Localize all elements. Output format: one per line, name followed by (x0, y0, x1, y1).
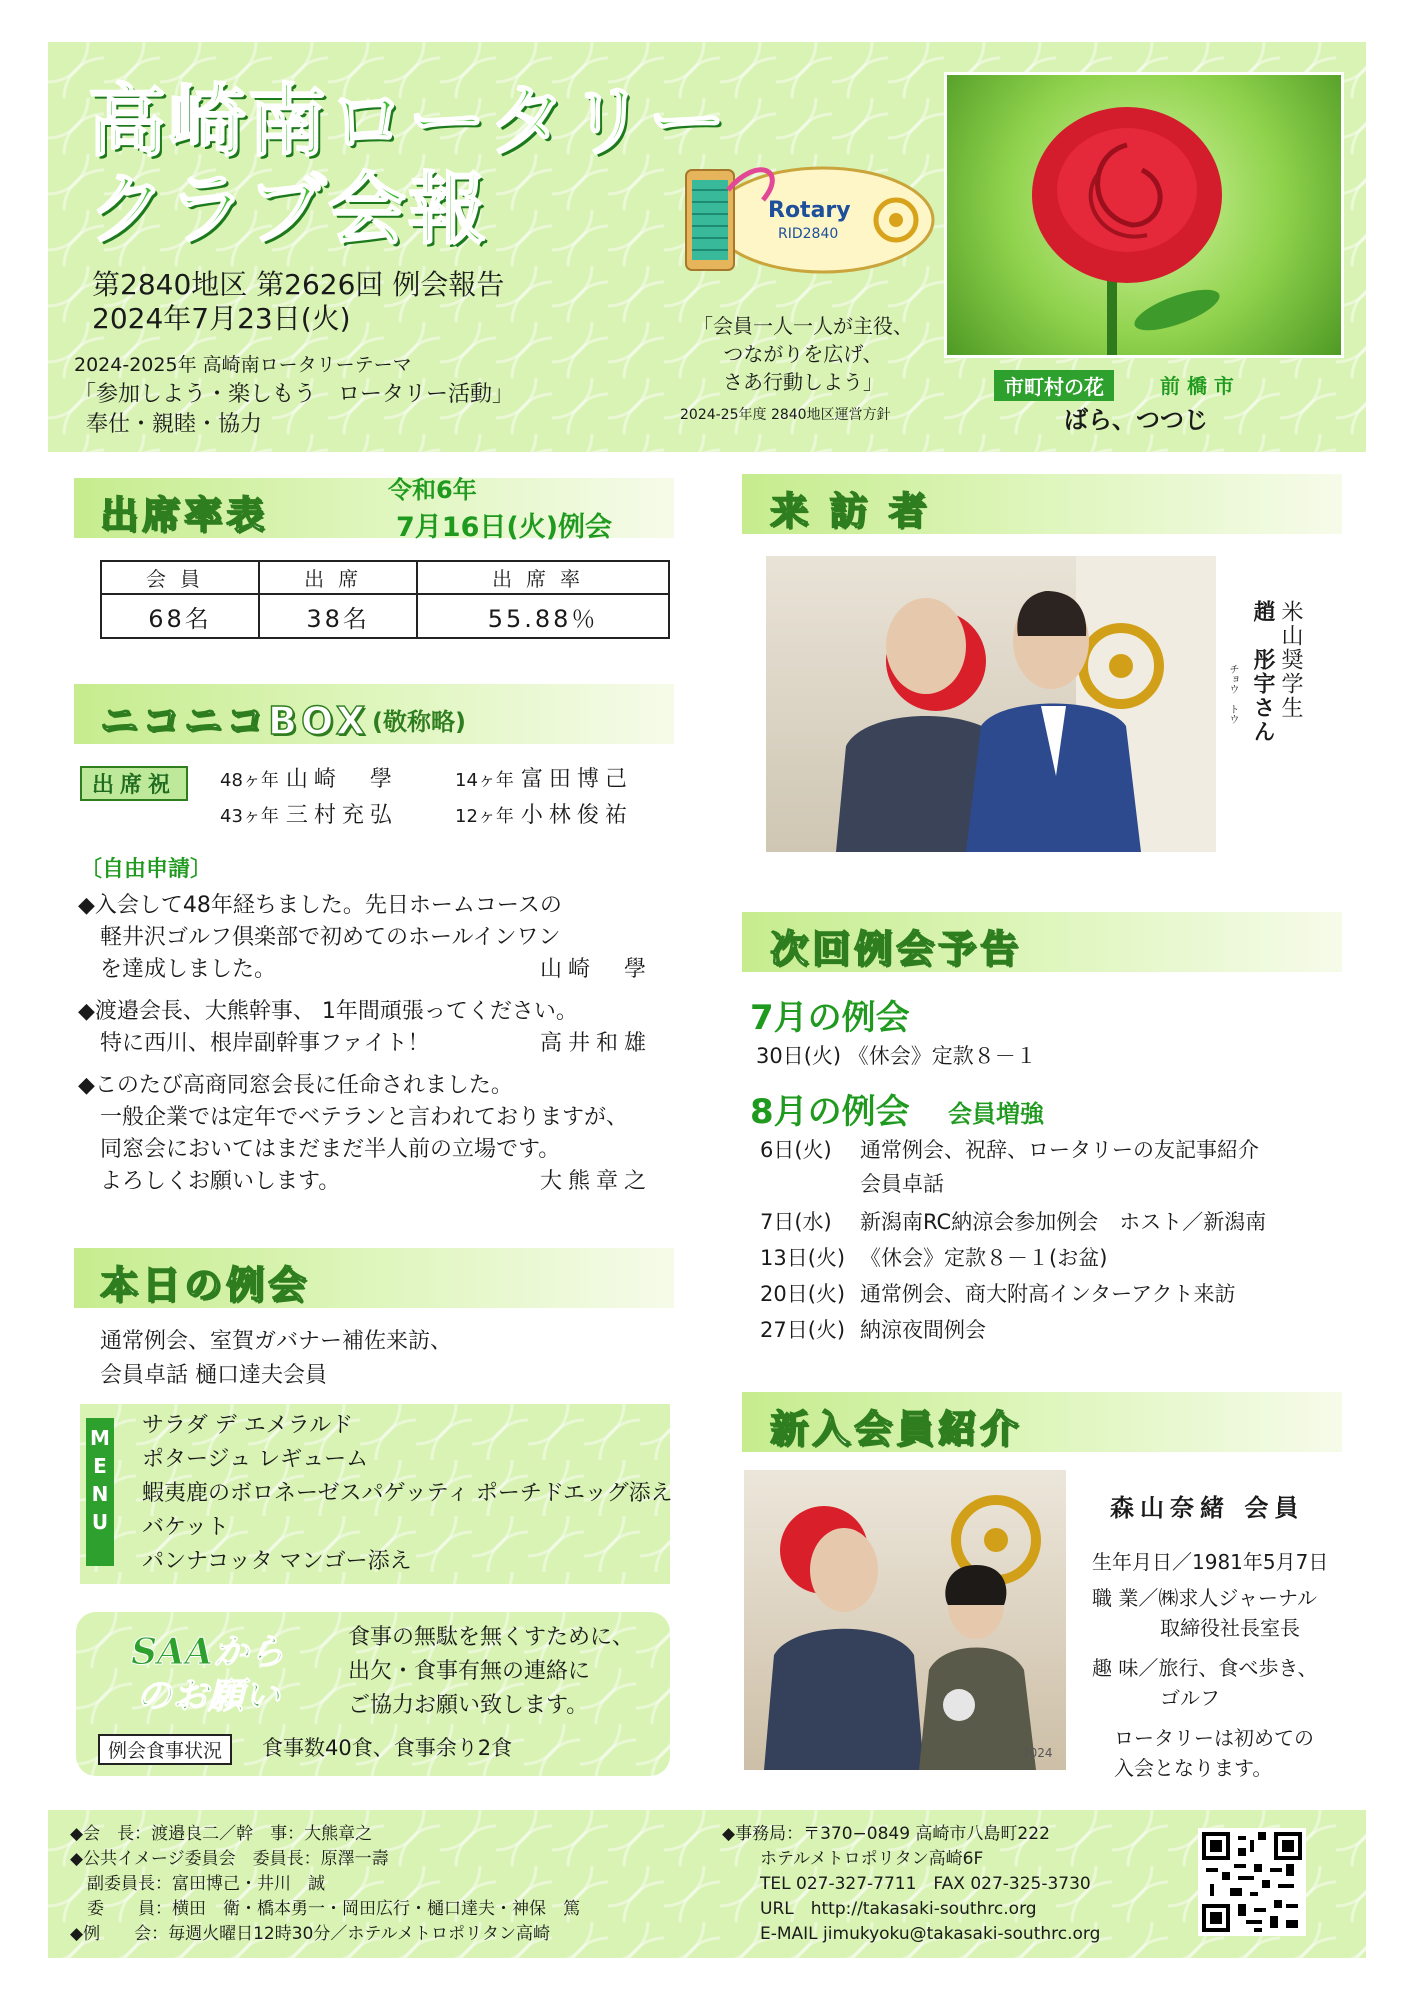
aug-title: 8月の例会 (750, 1092, 910, 1132)
footer-vice-chair: 副委員長：富田博己・井川 誠 (70, 1874, 325, 1894)
aug-note: 会員増強 (948, 1100, 1044, 1128)
theme-year: 2024-2025年 高崎南ロータリーテーマ (74, 354, 412, 376)
free-line: 一般企業では定年でベテランと言われておりますが、 (100, 1105, 629, 1130)
visitor-caption (1248, 600, 1304, 744)
footer-left (70, 1822, 580, 1947)
slogan-line2: つながりを広げ、 (723, 342, 883, 366)
flower-city: 前 橋 市 (1160, 374, 1234, 398)
flower-names: ばら、つつじ (1064, 406, 1208, 434)
saa-title-line2: のお願い (135, 1675, 280, 1717)
footer-committee: ◆公共イメージ委員会 委員長：原澤一壽 (70, 1849, 389, 1869)
attendance-value-row (101, 594, 669, 638)
entry-years: 12ヶ年 (455, 806, 514, 827)
rotary-logo-text: Rotary (768, 198, 851, 223)
meeting-date: 20日(火) (760, 1282, 846, 1306)
entry-name: 小林俊祐 (520, 803, 633, 828)
aug-row (760, 1242, 1107, 1274)
visitor-name: 趙 彤宇さん (1250, 600, 1275, 744)
meeting-date: 7日(水) (760, 1210, 832, 1234)
meeting-text: 新潟南RC納涼会参加例会 ホスト／新潟南 (860, 1210, 1267, 1234)
free-name: 高井和雄 (540, 1031, 653, 1056)
visitor-ruby: チョウ トウ (1227, 664, 1238, 724)
aug-row (760, 1278, 1235, 1310)
free-name: 山崎 學 (540, 957, 653, 982)
new-member-photo (744, 1470, 1066, 1770)
meal-status-text: 食事数40食、食事余り2食 (262, 1736, 513, 1760)
footer-tel: TEL 027-327-7711 FAX 027-325-3730 (760, 1874, 1091, 1894)
saa-title-line1: SAAから (131, 1631, 285, 1673)
entry-name: 富田博己 (520, 767, 633, 792)
free-line: を達成しました。 (100, 957, 277, 982)
meeting-text: 納涼夜間例会 (860, 1318, 986, 1342)
new-member-birth: 生年月日／1981年5月7日 (1092, 1550, 1329, 1574)
visitor-photo (766, 556, 1216, 852)
attendance-table (100, 560, 670, 639)
new-member-job (1092, 1582, 1317, 1614)
value-present: 38名 (259, 594, 417, 638)
aug-row (760, 1314, 986, 1346)
free-line: 同窓会においてはまだまだ半人前の立場です。 (100, 1137, 561, 1162)
club-theme (74, 350, 514, 440)
july-row (756, 1040, 1037, 1072)
saa-title (108, 1630, 308, 1718)
attendance-date: 7月16日(火)例会 (396, 512, 613, 543)
saa-line: ご協力お願い致します。 (348, 1693, 589, 1718)
free-line: 軽井沢ゴルフ倶楽部で初めてのホールインワン (100, 925, 561, 950)
meeting-text: 通常例会、商大附高インターアクト来訪 (860, 1282, 1236, 1306)
visitor-role: 米山奨学生 (1278, 600, 1303, 720)
saa-line: 出欠・食事有無の連絡に (348, 1659, 591, 1684)
celebration-row-3 (220, 800, 398, 833)
aug-row (760, 1206, 1266, 1238)
entry-years: 48ヶ年 (220, 770, 279, 791)
free-line: ◆このたび高商同窓会長に任命されました。 (78, 1073, 513, 1098)
free-line: よろしくお願いします。 (100, 1169, 341, 1194)
today-line-1: 通常例会、室賀ガバナー補佐来訪、 (100, 1329, 453, 1354)
footer-office: ◆事務局：〒370−0849 高崎市八島町222 (722, 1824, 1050, 1844)
date-line: 2024年7月23日(火) (92, 302, 351, 335)
rotary-emblem (668, 160, 938, 280)
visitor-title: 来 訪 者 (770, 489, 931, 533)
attendance-era: 令和6年 (388, 476, 477, 504)
new-member-title: 新入会員紹介 (770, 1407, 1023, 1451)
value-members: 68名 (101, 594, 259, 638)
attendance-header-row (101, 561, 669, 594)
rose-photo (944, 72, 1344, 358)
free-line: 特に西川、根岸副幹事ファイト！ (100, 1031, 430, 1056)
next-title: 次回例会予告 (770, 927, 1023, 971)
rid-text: RID2840 (778, 226, 839, 242)
new-member-hobby (1092, 1652, 1318, 1684)
free-name: 大熊章之 (540, 1169, 653, 1194)
meeting-date: 13日(火) (760, 1246, 846, 1270)
job-line1: ㈱求人ジャーナル (1158, 1586, 1317, 1610)
meeting-text: 《休会》定款８－１(お盆) (860, 1246, 1108, 1270)
celebration-row-1 (220, 764, 398, 797)
district-info (92, 268, 504, 336)
meeting-date: 27日(火) (760, 1318, 846, 1342)
slogan-line3: さあ行動しよう」 (723, 370, 883, 394)
today-title: 本日の例会 (100, 1263, 311, 1307)
nikoniko-note: (敬称略) (372, 708, 466, 736)
photo-year: 2024 (1022, 1746, 1053, 1760)
slogan-source: 2024-25年度 2840地区運営方針 (680, 407, 891, 423)
meeting-text: 《休会》定款８－１ (847, 1044, 1037, 1068)
meeting-date: 30日(火) (756, 1044, 842, 1068)
hobby-line1: 旅行、食べ歩き、 (1158, 1656, 1318, 1680)
menu-item: サラダ デ エメラルド (142, 1413, 354, 1438)
new-member-name: 森山奈緒 会員 (1110, 1494, 1305, 1522)
free-line: ◆入会して48年経ちました。先日ホームコースの (78, 893, 562, 918)
header-members: 会員 (101, 561, 259, 594)
newsletter-title (88, 78, 728, 254)
hobby-label: 趣 味／ (1092, 1656, 1159, 1680)
july-title: 7月の例会 (750, 998, 910, 1038)
menu-item: ポタージュ レギューム (142, 1447, 369, 1472)
qr-code-icon[interactable] (1198, 1828, 1306, 1936)
entry-years: 43ヶ年 (220, 806, 279, 827)
new-member-note1: ロータリーは初めての (1114, 1726, 1314, 1750)
footer-url[interactable]: URL http://takasaki-southrc.org (760, 1899, 1037, 1919)
today-line-2: 会員卓話 樋口達夫会員 (100, 1363, 327, 1388)
footer-meeting: ◆例 会：毎週火曜日12時30分／ホテルメトロポリタン高崎 (70, 1924, 550, 1944)
header-rate: 出席率 (417, 561, 669, 594)
menu-item: パンナコッタ マンゴー添え (142, 1549, 412, 1574)
title-line1: 高崎南ロータリー (88, 77, 729, 167)
meeting-text: 通常例会、祝辞、ロータリーの友記事紹介 (860, 1138, 1259, 1162)
aug-row (760, 1168, 944, 1200)
flower-label: 市町村の花 (994, 370, 1114, 401)
footer-email[interactable]: E-MAIL jimukyoku@takasaki-southrc.org (760, 1924, 1101, 1944)
title-line2: クラブ会報 (88, 165, 489, 255)
theme-text: 「参加しよう・楽しもう ロータリー活動」 (74, 382, 515, 407)
footer-right (722, 1822, 1100, 1947)
free-line: ◆渡邉会長、大熊幹事、 1年間頑張ってください。 (78, 999, 578, 1024)
entry-years: 14ヶ年 (455, 770, 514, 791)
attendance-celebration-label: 出席祝 (80, 766, 188, 801)
saa-line: 食事の無駄を無くすために、 (348, 1625, 635, 1650)
header-present: 出席 (259, 561, 417, 594)
menu-item: 蝦夷鹿のボロネーゼスパゲッティ ポーチドエッグ添え (142, 1481, 673, 1506)
meeting-date: 6日(火) (760, 1138, 832, 1162)
footer-members: 委 員：横田 衛・橋本勇一・岡田広行・樋口達夫・神保 篤 (70, 1899, 580, 1919)
celebration-row-4 (455, 800, 633, 833)
attendance-title: 出席率表 (100, 493, 269, 537)
new-member-job2: 取締役社長室長 (1160, 1616, 1300, 1640)
celebration-row-2 (455, 764, 633, 797)
entry-name: 山崎 學 (285, 767, 398, 792)
entry-name: 三村充弘 (285, 803, 398, 828)
district-slogan (688, 312, 918, 396)
meeting-text: 会員卓話 (860, 1172, 944, 1196)
new-member-note2: 入会となります。 (1114, 1756, 1273, 1780)
footer-hotel: ホテルメトロポリタン高崎6F (760, 1849, 984, 1869)
slogan-line1: 「会員一人一人が主役、 (693, 314, 913, 338)
aug-row (760, 1134, 1259, 1166)
new-member-hobby2: ゴルフ (1160, 1686, 1220, 1710)
meal-status-label: 例会食事状況 (98, 1734, 232, 1765)
theme-sub: 奉仕・親睦・協力 (86, 412, 263, 437)
menu-label: MENU (90, 1426, 110, 1534)
menu-item: バケット (142, 1515, 229, 1540)
value-rate: 55.88％ (417, 594, 669, 638)
job-label: 職 業／ (1092, 1586, 1159, 1610)
free-application-label: 〔自由申請〕 (80, 857, 213, 882)
nikoniko-title: ニコニコBOX (100, 699, 370, 743)
district-line: 第2840地区 第2626回 例会報告 (92, 268, 505, 301)
footer-officers: ◆会 長：渡邉良二／幹 事：大熊章之 (70, 1824, 373, 1844)
